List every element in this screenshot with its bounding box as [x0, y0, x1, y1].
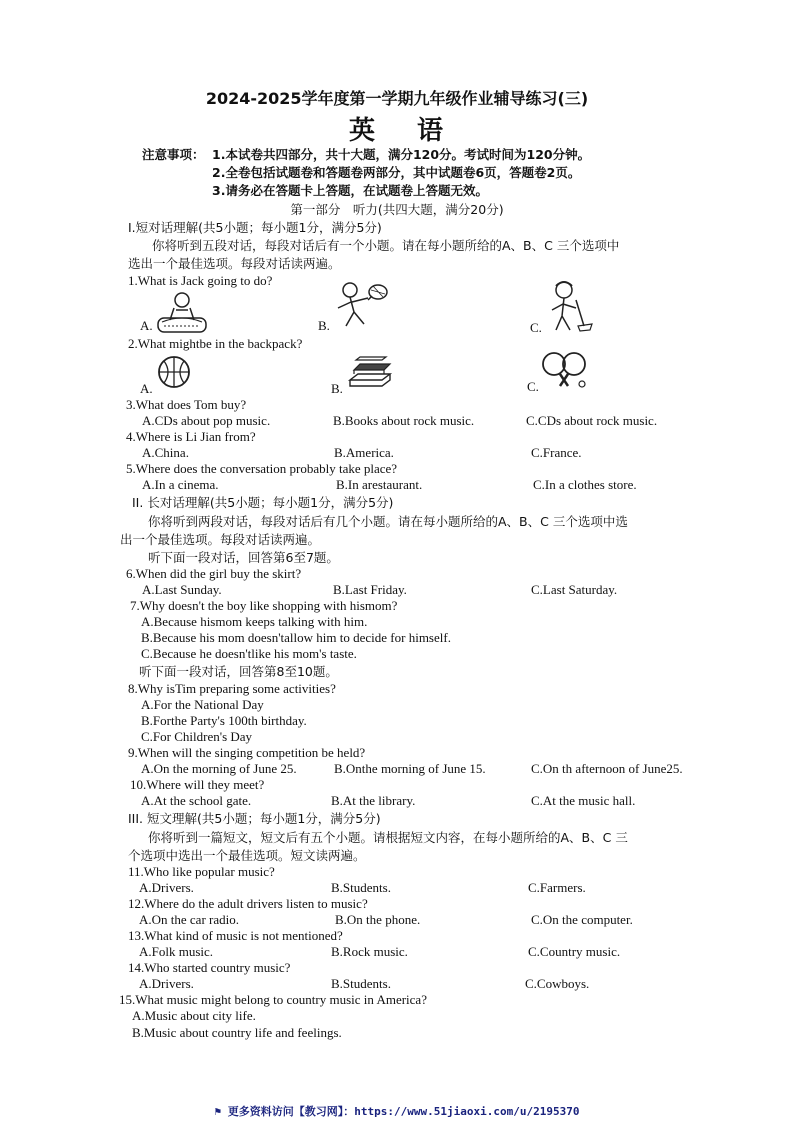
q11-option-c: C.Farmers. [528, 880, 586, 895]
q1-option-c: C. [530, 320, 542, 335]
section3-instr-1: 你将听到一篇短文，短文后有五个小题。请根据短文内容，在每小题所给的A、B、C 三 [148, 830, 628, 845]
q12-option-c: C.On the computer. [531, 912, 633, 927]
q15-option-b: B.Music about country life and feelings. [132, 1025, 342, 1040]
basketball-picture [156, 355, 192, 389]
q8-option-c: C.For Children's Day [141, 729, 253, 744]
q10-option-a: A.At the school gate. [141, 793, 252, 808]
q14-option-b: B.Students. [331, 976, 391, 991]
q3-option-b: B.Books about rock music. [333, 413, 475, 428]
section3-instr-2: 个选项中选出一个最佳选项。短文读两遍。 [128, 848, 366, 863]
q12-option-a: A.On the car radio. [139, 912, 239, 927]
q9-option-b: B.Onthe morning of June 15. [334, 761, 486, 776]
q1-option-a: A. [140, 318, 153, 333]
section2-sub-1: 听下面一段对话，回答第6至7题。 [148, 550, 339, 565]
q11-option-b: B.Students. [331, 880, 391, 895]
q9-question: 9.When will the singing competition be held? [128, 745, 366, 760]
q4-option-a: A.China. [142, 445, 189, 460]
q14-option-a: A.Drivers. [139, 976, 194, 991]
q5-option-b: B.In arestaurant. [336, 477, 423, 492]
q7-option-b: B.Because his mom doesn'tallow him to decide for himself. [141, 630, 451, 645]
footer-link[interactable]: 更多资料访问【教习网】：https://www.51jiaoxi.com/u/2195370 [227, 1105, 580, 1118]
q3-option-a: A.CDs about pop music. [142, 413, 271, 428]
q6-option-a: A.Last Sunday. [142, 582, 222, 597]
q14-option-c: C.Cowboys. [525, 976, 590, 991]
exam-title: 2024-2025学年度第一学期九年级作业辅导练习(三) [205, 89, 589, 108]
q10-option-b: B.At the library. [331, 793, 416, 808]
subject-char-2: 语 [417, 116, 446, 146]
tennis-player-picture [332, 280, 394, 332]
q13-option-a: A.Folk music. [139, 944, 214, 959]
ping-pong-picture [540, 350, 590, 392]
subject-title [0, 110, 794, 147]
q3-option-c: C.CDs about rock music. [526, 413, 658, 428]
q2-option-b: B. [331, 381, 343, 396]
section1-instr-2: 选出一个最佳选项。每段对话读两遍。 [128, 256, 341, 271]
q9-option-c: C.On th afternoon of June25. [531, 761, 683, 776]
q10-question: 10.Where will they meet? [130, 777, 265, 792]
q3-question: 3.What does Tom buy? [126, 397, 247, 412]
q5-question: 5.Where does the conversation probably take place? [126, 461, 398, 476]
q12-option-b: B.On the phone. [335, 912, 421, 927]
note-1: 1.本试卷共四部分，共十大题，满分120分。考试时间为120分钟。 [212, 147, 591, 162]
section2-instr-1: 你将听到两段对话，每段对话后有几个小题。请在每小题所给的A、B、C 三个选项中选 [148, 514, 628, 529]
q14-question: 14.Who started country music? [128, 960, 291, 975]
section1-title: I.短对话理解(共5小题；每小题1分，满分5分) [128, 220, 382, 235]
q4-option-c: C.France. [531, 445, 582, 460]
section2-title: II. 长对话理解(共5小题；每小题1分，满分5分) [132, 495, 394, 510]
q8-question: 8.Why isTim preparing some activities? [128, 681, 336, 696]
q15-question: 15.What music might belong to country music in America? [119, 992, 427, 1007]
part1-title: 第一部分 听力(共四大题，满分20分) [290, 202, 504, 217]
books-picture [346, 356, 394, 390]
q2-option-c: C. [527, 379, 539, 394]
section2-instr-2: 出一个最佳选项。每段对话读两遍。 [120, 532, 321, 547]
q1-question: 1.What is Jack going to do? [128, 273, 273, 288]
q15-option-a: A.Music about city life. [132, 1008, 256, 1023]
q7-option-c: C.Because he doesn'tlike his mom's taste. [141, 646, 357, 661]
q12-question: 12.Where do the adult drivers listen to music? [128, 896, 368, 911]
sweeping-picture [540, 278, 596, 334]
q13-question: 13.What kind of music is not mentioned? [128, 928, 343, 943]
notes-label: 注意事项： [142, 147, 205, 162]
q6-question: 6.When did the girl buy the skirt? [126, 566, 302, 581]
q7-option-a: A.Because hismom keeps talking with him. [141, 614, 368, 629]
q8-option-b: B.Forthe Party's 100th birthday. [141, 713, 307, 728]
q9-option-a: A.On the morning of June 25. [141, 761, 297, 776]
q13-option-b: B.Rock music. [331, 944, 408, 959]
q13-option-c: C.Country music. [528, 944, 621, 959]
q10-option-c: C.At the music hall. [531, 793, 636, 808]
q11-question: 11.Who like popular music? [128, 864, 275, 879]
section3-title: III. 短文理解(共5小题；每小题1分，满分5分) [128, 811, 381, 826]
q4-option-b: B.America. [334, 445, 394, 460]
q2-option-a: A. [140, 381, 153, 396]
q5-option-a: A.In a cinema. [142, 477, 219, 492]
q11-option-a: A.Drivers. [139, 880, 194, 895]
q4-question: 4.Where is Li Jian from? [126, 429, 256, 444]
section1-instr-1: 你将听到五段对话，每段对话后有一个小题。请在每小题所给的A、B、C 三个选项中 [152, 238, 620, 253]
q6-option-b: B.Last Friday. [333, 582, 407, 597]
q1-option-b: B. [318, 318, 330, 333]
q6-option-c: C.Last Saturday. [531, 582, 618, 597]
footer [0, 1103, 794, 1119]
subject-char-1: 英 [348, 116, 377, 146]
flag-icon: ⚑ [214, 1105, 228, 1118]
q2-question: 2.What mightbe in the backpack? [128, 336, 303, 351]
q7-question: 7.Why doesn't the boy like shopping with hismom? [130, 598, 398, 613]
q8-option-a: A.For the National Day [141, 697, 264, 712]
q5-option-c: C.In a clothes store. [533, 477, 637, 492]
washing-clothes-picture [154, 290, 210, 334]
note-2: 2.全卷包括试题卷和答题卷两部分，其中试题卷6页，答题卷2页。 [212, 165, 581, 180]
note-3: 3.请务必在答题卡上答题，在试题卷上答题无效。 [212, 183, 488, 198]
section2-sub-2: 听下面一段对话，回答第8至10题。 [139, 664, 338, 679]
